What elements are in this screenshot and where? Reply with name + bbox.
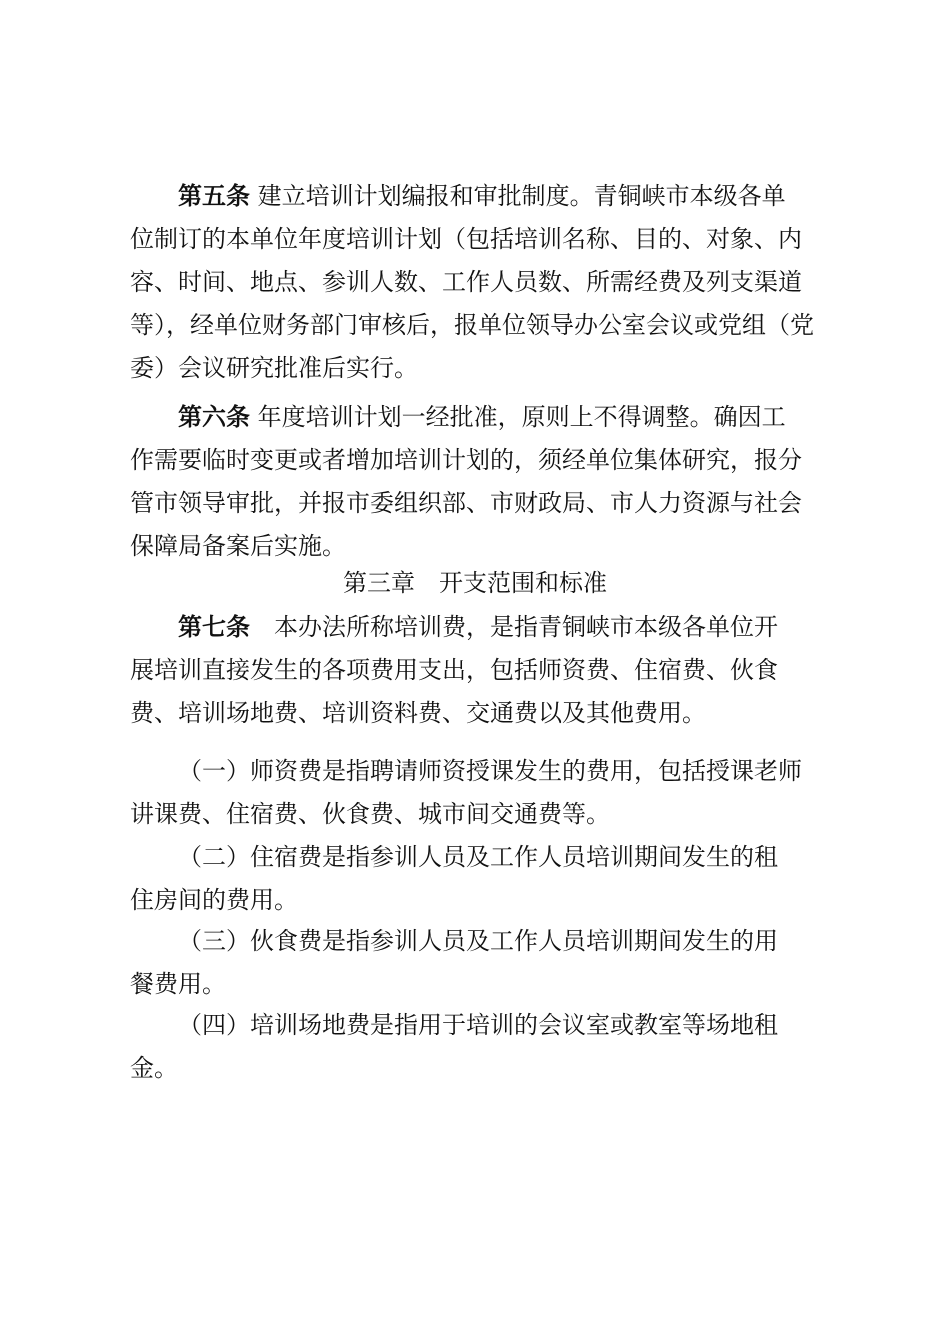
article-5 bbox=[130, 175, 830, 390]
article-7-line-2: 展培训直接发生的各项费用支出，包括师资费、住宿费、伙食 bbox=[130, 656, 778, 684]
article-5-line-4: 等），经单位财务部门审核后，报单位领导办公室会议或党组（党 bbox=[130, 311, 814, 339]
item-3 bbox=[130, 920, 830, 1006]
article-5-line-3: 容、时间、地点、参训人数、工作人员数、所需经费及列支渠道 bbox=[130, 268, 802, 296]
article-6 bbox=[130, 396, 830, 568]
article-6-text-1: 年度培训计划一经批准，原则上不得调整。确因工 bbox=[250, 403, 786, 431]
article-6-line-2: 作需要临时变更或者增加培训计划的，须经单位集体研究，报分 bbox=[130, 446, 802, 474]
item-2 bbox=[130, 836, 830, 922]
article-7-label: 第七条 bbox=[178, 613, 250, 641]
article-6-line-4: 保障局备案后实施。 bbox=[130, 532, 346, 560]
item-3-line-1: （三）伙食费是指参训人员及工作人员培训期间发生的用 bbox=[178, 927, 778, 955]
article-7-line-1 bbox=[130, 606, 830, 649]
article-5-line-2: 位制订的本单位年度培训计划（包括培训名称、目的、对象、内 bbox=[130, 225, 802, 253]
article-5-line-5: 委）会议研究批准后实行。 bbox=[130, 354, 418, 382]
item-1-line-1: （一）师资费是指聘请师资授课发生的费用，包括授课老师 bbox=[178, 757, 802, 785]
article-6-line-1 bbox=[130, 396, 830, 439]
article-7-line-3: 费、培训场地费、培训资料费、交通费以及其他费用。 bbox=[130, 699, 706, 727]
chapter-3-heading: 第三章 开支范围和标准 bbox=[343, 569, 607, 597]
item-1-line-2: 讲课费、住宿费、伙食费、城市间交通费等。 bbox=[130, 800, 610, 828]
article-6-label: 第六条 bbox=[178, 403, 250, 431]
article-6-line-3: 管市领导审批，并报市委组织部、市财政局、市人力资源与社会 bbox=[130, 489, 802, 517]
item-2-line-2: 住房间的费用。 bbox=[130, 886, 298, 914]
item-4 bbox=[130, 1004, 830, 1090]
item-4-line-2: 金。 bbox=[130, 1054, 178, 1082]
item-4-line-1: （四）培训场地费是指用于培训的会议室或教室等场地租 bbox=[178, 1011, 778, 1039]
article-5-text-1: 建立培训计划编报和审批制度。青铜峡市本级各单 bbox=[250, 182, 786, 210]
item-3-line-2: 餐费用。 bbox=[130, 970, 226, 998]
article-7-text-1: 本办法所称培训费，是指青铜峡市本级各单位开 bbox=[250, 613, 778, 641]
item-1 bbox=[130, 750, 830, 836]
article-5-label: 第五条 bbox=[178, 182, 250, 210]
item-2-line-1: （二）住宿费是指参训人员及工作人员培训期间发生的租 bbox=[178, 843, 778, 871]
article-7 bbox=[130, 606, 830, 735]
article-5-line-1 bbox=[130, 175, 830, 218]
